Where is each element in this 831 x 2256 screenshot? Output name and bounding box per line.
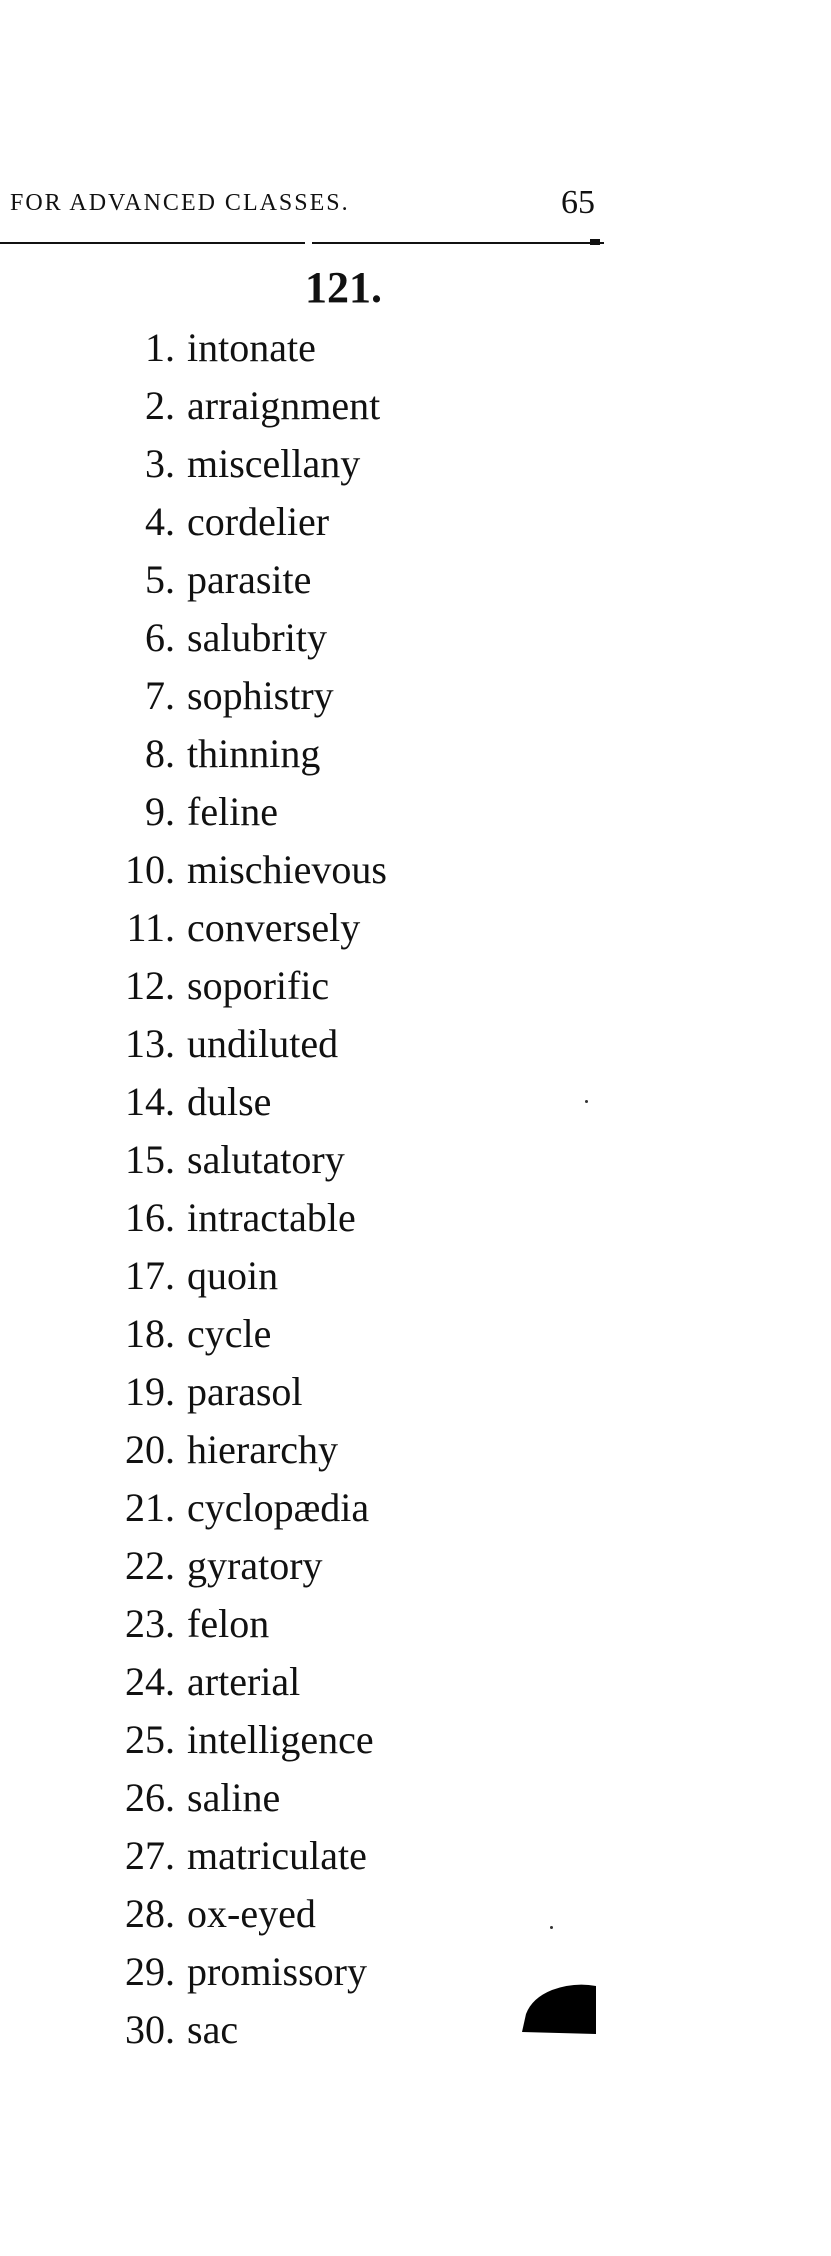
word-number: 2. bbox=[145, 383, 175, 428]
list-item bbox=[0, 1595, 387, 1653]
ink-blot bbox=[518, 1980, 598, 2036]
word-text: miscellany bbox=[187, 441, 361, 486]
list-item bbox=[0, 899, 387, 957]
word-number: 9. bbox=[145, 789, 175, 834]
list-item bbox=[0, 1189, 387, 1247]
word-text: soporific bbox=[187, 963, 330, 1008]
word-text: sac bbox=[187, 2007, 239, 2052]
word-text: undiluted bbox=[187, 1021, 339, 1066]
list-item bbox=[0, 667, 387, 725]
word-text: parasite bbox=[187, 557, 312, 602]
list-item bbox=[0, 1421, 387, 1479]
list-item bbox=[0, 1247, 387, 1305]
header-rule-tick bbox=[590, 239, 600, 245]
list-item bbox=[0, 377, 387, 435]
word-text: quoin bbox=[187, 1253, 279, 1298]
word-number: 15. bbox=[125, 1137, 175, 1182]
word-text: thinning bbox=[187, 731, 321, 776]
list-item bbox=[0, 725, 387, 783]
word-number: 23. bbox=[125, 1601, 175, 1646]
word-number: 5. bbox=[145, 557, 175, 602]
word-number: 1. bbox=[145, 325, 175, 370]
list-item bbox=[0, 783, 387, 841]
word-number: 24. bbox=[125, 1659, 175, 1704]
list-item bbox=[0, 551, 387, 609]
running-head bbox=[10, 184, 595, 230]
word-number: 22. bbox=[125, 1543, 175, 1588]
list-item bbox=[0, 1073, 387, 1131]
list-item bbox=[0, 435, 387, 493]
list-item bbox=[0, 1479, 387, 1537]
word-number: 26. bbox=[125, 1775, 175, 1820]
word-text: felon bbox=[187, 1601, 270, 1646]
list-item bbox=[0, 1885, 387, 1943]
word-text: dulse bbox=[187, 1079, 272, 1124]
word-number: 10. bbox=[125, 847, 175, 892]
word-number: 27. bbox=[125, 1833, 175, 1878]
word-number: 18. bbox=[125, 1311, 175, 1356]
list-item bbox=[0, 2001, 387, 2059]
list-item bbox=[0, 1769, 387, 1827]
word-text: salubrity bbox=[187, 615, 327, 660]
word-text: gyratory bbox=[187, 1543, 323, 1588]
word-text: cycle bbox=[187, 1311, 272, 1356]
word-text: promissory bbox=[187, 1949, 367, 1994]
word-number: 3. bbox=[145, 441, 175, 486]
word-text: intelligence bbox=[187, 1717, 374, 1762]
running-title: FOR ADVANCED CLASSES. bbox=[10, 190, 350, 216]
list-item bbox=[0, 1015, 387, 1073]
page-number: 65 bbox=[561, 184, 595, 221]
word-text: intonate bbox=[187, 325, 316, 370]
word-text: arraignment bbox=[187, 383, 381, 428]
word-text: hierarchy bbox=[187, 1427, 339, 1472]
word-text: intractable bbox=[187, 1195, 356, 1240]
word-number: 21. bbox=[125, 1485, 175, 1530]
word-number: 29. bbox=[125, 1949, 175, 1994]
word-text: mischievous bbox=[187, 847, 387, 892]
list-item bbox=[0, 1653, 387, 1711]
list-item bbox=[0, 1305, 387, 1363]
word-number: 20. bbox=[125, 1427, 175, 1472]
list-item bbox=[0, 1131, 387, 1189]
list-item bbox=[0, 1943, 387, 2001]
word-text: ox-eyed bbox=[187, 1891, 316, 1936]
word-text: cyclopædia bbox=[187, 1485, 370, 1530]
list-item bbox=[0, 609, 387, 667]
word-number: 17. bbox=[125, 1253, 175, 1298]
list-item bbox=[0, 493, 387, 551]
word-number: 28. bbox=[125, 1891, 175, 1936]
word-number: 16. bbox=[125, 1195, 175, 1240]
word-number: 6. bbox=[145, 615, 175, 660]
word-text: conversely bbox=[187, 905, 361, 950]
word-list bbox=[0, 319, 387, 2059]
lesson-number: 121. bbox=[305, 263, 382, 312]
word-number: 7. bbox=[145, 673, 175, 718]
word-number: 8. bbox=[145, 731, 175, 776]
word-number: 25. bbox=[125, 1717, 175, 1762]
word-number: 30. bbox=[125, 2007, 175, 2052]
word-number: 4. bbox=[145, 499, 175, 544]
word-number: 11. bbox=[126, 905, 175, 950]
speck-1 bbox=[585, 1100, 588, 1103]
word-text: parasol bbox=[187, 1369, 303, 1414]
word-text: feline bbox=[187, 789, 279, 834]
list-item bbox=[0, 841, 387, 899]
word-text: salutatory bbox=[187, 1137, 345, 1182]
list-item bbox=[0, 957, 387, 1015]
word-text: matriculate bbox=[187, 1833, 367, 1878]
list-item bbox=[0, 1537, 387, 1595]
list-item bbox=[0, 319, 387, 377]
speck-2 bbox=[550, 1926, 553, 1929]
word-text: cordelier bbox=[187, 499, 330, 544]
word-number: 19. bbox=[125, 1369, 175, 1414]
word-text: arterial bbox=[187, 1659, 301, 1704]
list-item bbox=[0, 1827, 387, 1885]
word-number: 12. bbox=[125, 963, 175, 1008]
list-item bbox=[0, 1363, 387, 1421]
word-text: sophistry bbox=[187, 673, 334, 718]
list-item bbox=[0, 1711, 387, 1769]
header-rule-left bbox=[0, 242, 305, 244]
word-number: 13. bbox=[125, 1021, 175, 1066]
word-text: saline bbox=[187, 1775, 281, 1820]
header-rule-right bbox=[312, 242, 604, 244]
word-number: 14. bbox=[125, 1079, 175, 1124]
